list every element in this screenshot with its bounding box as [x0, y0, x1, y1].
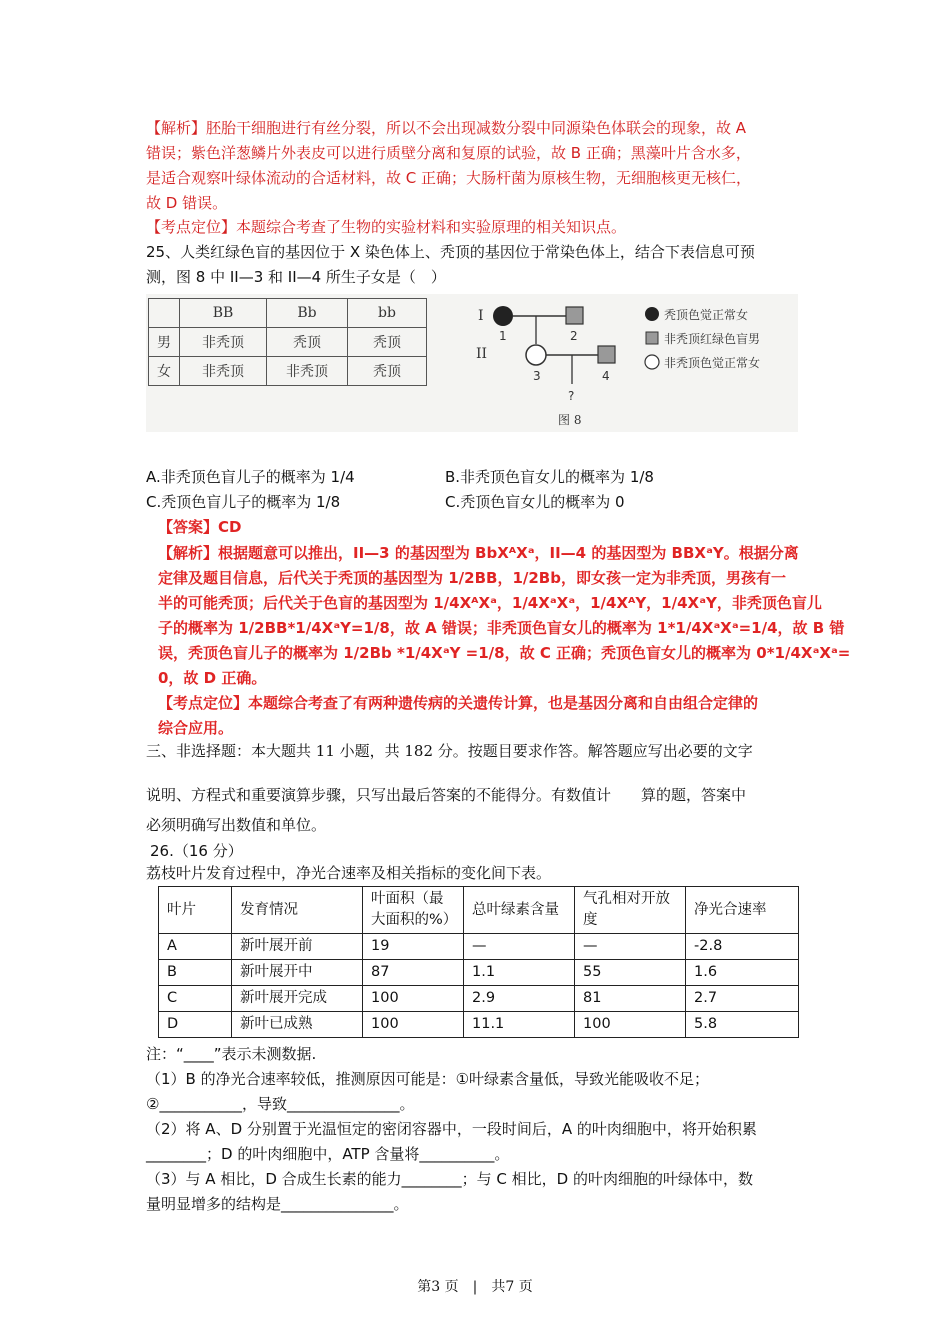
table-cell: B	[159, 960, 232, 986]
table-cell: 新叶展开中	[232, 960, 363, 986]
individual-I2-square	[566, 307, 583, 324]
section-heading: 三、非选择题：本大题共 11 小题，共 182 分。按题目要求作答。解答题应写出必要的文字	[146, 742, 753, 760]
analysis-line: 子的概率为 1/2BB*1/4XᵃY=1/8，故 A 错误；非秃顶色盲女儿的概率为 1*1/4XᵃXᵃ=1/4，故 B 错	[158, 619, 845, 637]
figure-caption: 图 8	[558, 413, 582, 427]
analysis-line: 0，故 D 正确。	[158, 669, 267, 687]
analysis-line: 故 D 错误。	[146, 194, 228, 212]
genotype-cell: 非秃顶	[267, 357, 348, 386]
table-cell: —	[575, 934, 686, 960]
knowledge-point: 【考点定位】本题综合考查了有两种遗传病的关遗传计算，也是基因分离和自由组合定律的	[158, 694, 759, 712]
table-cell: D	[159, 1012, 232, 1038]
table-header: 发育情况	[232, 887, 363, 934]
individual-number: 3	[533, 369, 541, 383]
question-25-line: 测，图 8 中 II—3 和 II—4 所生子女是（ ）	[146, 268, 446, 286]
table-row	[159, 960, 799, 986]
table-header: 净光合速率	[686, 887, 799, 934]
table-cell: 55	[575, 960, 686, 986]
sub-question-2: （2）将 A、D 分别置于光温恒定的密闭容器中，一段时间后，A 的叶肉细胞中，将开始积累	[146, 1120, 757, 1138]
legend-item: 秃顶色觉正常女	[664, 308, 749, 322]
table-cell: 新叶已成熟	[232, 1012, 363, 1038]
option-A: A.非秃顶色盲儿子的概率为 1/4	[146, 468, 355, 486]
table-cell: 19	[363, 934, 464, 960]
legend-item: 非秃顶色觉正常女	[664, 356, 761, 370]
table-cell: 2.9	[464, 986, 575, 1012]
table-cell: —	[464, 934, 575, 960]
sub-question-3: （3）与 A 相比，D 合成生长素的能力________；与 C 相比，D 的叶肉细胞的叶绿体中，数	[146, 1170, 753, 1188]
table-cell: -2.8	[686, 934, 799, 960]
table-header: 叶面积（最大面积的%）	[363, 887, 464, 934]
genotype-cell: 秃顶	[348, 328, 427, 357]
question-26-heading: 26.（16 分）	[150, 842, 243, 860]
genotype-table	[148, 298, 427, 386]
table-row	[159, 1012, 799, 1038]
genotype-cell: 非秃顶	[180, 328, 267, 357]
pedigree-diagram	[466, 294, 798, 432]
individual-II4-square	[598, 346, 615, 363]
generation-label: II	[476, 346, 488, 362]
leaf-data-table	[158, 886, 799, 1038]
sub-question-1: ②___________，导致_______________。	[146, 1095, 415, 1113]
legend-shaded-square-icon	[646, 332, 658, 344]
table-cell: A	[159, 934, 232, 960]
table-cell: 11.1	[464, 1012, 575, 1038]
table-cell: 100	[575, 1012, 686, 1038]
question-26-intro: 荔枝叶片发育过程中，净光合速率及相关指标的变化间下表。	[146, 864, 552, 882]
individual-I1-circle	[493, 306, 513, 326]
page-footer: 第3 页 | 共7 页	[417, 1279, 533, 1295]
answer: 【答案】CD	[158, 518, 242, 536]
genotype-header: bb	[348, 299, 427, 328]
genotype-cell: 非秃顶	[180, 357, 267, 386]
question-25-line: 25、人类红绿色盲的基因位于 X 染色体上、秃顶的基因位于常染色体上，结合下表信息可预	[146, 243, 755, 261]
table-row	[159, 934, 799, 960]
genotype-header: BB	[180, 299, 267, 328]
individual-II3-circle	[526, 345, 546, 365]
generation-label: I	[478, 308, 484, 324]
table-cell: 2.7	[686, 986, 799, 1012]
option-B: B.非秃顶色盲女儿的概率为 1/8	[445, 468, 654, 486]
genotype-header	[149, 299, 180, 328]
analysis-line: 定律及题目信息，后代关于秃顶的基因型为 1/2BB，1/2Bb，即女孩一定为非秃顶，男孩有一	[158, 569, 786, 587]
option-D: C.秃顶色盲女儿的概率为 0	[445, 493, 625, 511]
section-text: 必须明确写出数值和单位。	[146, 816, 327, 834]
table-note: 注：“____”表示未测数据.	[146, 1045, 317, 1063]
genotype-cell: 秃顶	[267, 328, 348, 357]
table-cell: 100	[363, 986, 464, 1012]
analysis-line: 误，秃顶色盲儿子的概率为 1/2Bb *1/4XᵃY =1/8，故 C 正确；秃顶色盲女儿的概率为 0*1/4XᵃXᵃ=	[158, 644, 851, 662]
table-cell: C	[159, 986, 232, 1012]
table-cell: 100	[363, 1012, 464, 1038]
section-text: 说明、方程式和重要演算步骤，只写出最后答案的不能得分。有数值计 算的题，答案中	[146, 786, 747, 804]
analysis-line: 半的可能秃顶；后代关于色盲的基因型为 1/4XᴬXᵃ，1/4XᵃXᵃ，1/4XᴬY，1/4XᵃY，非秃顶色盲儿	[158, 594, 822, 612]
individual-number: 4	[602, 369, 610, 383]
table-cell: 新叶展开前	[232, 934, 363, 960]
table-cell: 87	[363, 960, 464, 986]
analysis-line: 错误；紫色洋葱鳞片外表皮可以进行质壁分离和复原的试验，故 B 正确；黑藻叶片含水多，	[146, 144, 751, 162]
table-cell: 5.8	[686, 1012, 799, 1038]
legend-open-circle-icon	[645, 355, 659, 369]
genotype-cell: 女	[149, 357, 180, 386]
option-C: C.秃顶色盲儿子的概率为 1/8	[146, 493, 341, 511]
table-row	[159, 986, 799, 1012]
individual-number: 2	[570, 329, 578, 343]
analysis-line: 【解析】根据题意可以推出，II—3 的基因型为 BbXᴬXᵃ，II—4 的基因型为 BBXᵃY。根据分离	[158, 544, 799, 562]
sub-question-3: 量明显增多的结构是_______________。	[146, 1195, 409, 1213]
legend-item: 非秃顶红绿色盲男	[664, 332, 761, 346]
table-cell: 81	[575, 986, 686, 1012]
genotype-cell: 男	[149, 328, 180, 357]
table-header: 气孔相对开放度	[575, 887, 686, 934]
legend-filled-circle-icon	[645, 307, 659, 321]
genotype-header: Bb	[267, 299, 348, 328]
table-header: 叶片	[159, 887, 232, 934]
knowledge-point: 综合应用。	[158, 719, 234, 737]
analysis-line: 【解析】胚胎干细胞进行有丝分裂，所以不会出现减数分裂中同源染色体联会的现象，故 A	[146, 119, 747, 137]
table-cell: 1.6	[686, 960, 799, 986]
table-header: 总叶绿素含量	[464, 887, 575, 934]
knowledge-point: 【考点定位】本题综合考查了生物的实验材料和实验原理的相关知识点。	[146, 218, 627, 236]
table-cell: 新叶展开完成	[232, 986, 363, 1012]
sub-question-1: （1）B 的净光合速率较低，推测原因可能是：①叶绿素含量低，导致光能吸收不足；	[146, 1070, 710, 1088]
unknown-offspring: ?	[568, 389, 575, 403]
genotype-cell: 秃顶	[348, 357, 427, 386]
analysis-line: 是适合观察叶绿体流动的合适材料，故 C 正确；大肠杆菌为原核生物，无细胞核更无核仁，	[146, 169, 752, 187]
sub-question-2: ________；D 的叶肉细胞中，ATP 含量将__________。	[146, 1145, 510, 1163]
table-cell: 1.1	[464, 960, 575, 986]
individual-number: 1	[499, 329, 507, 343]
figure-8-area	[146, 294, 798, 432]
